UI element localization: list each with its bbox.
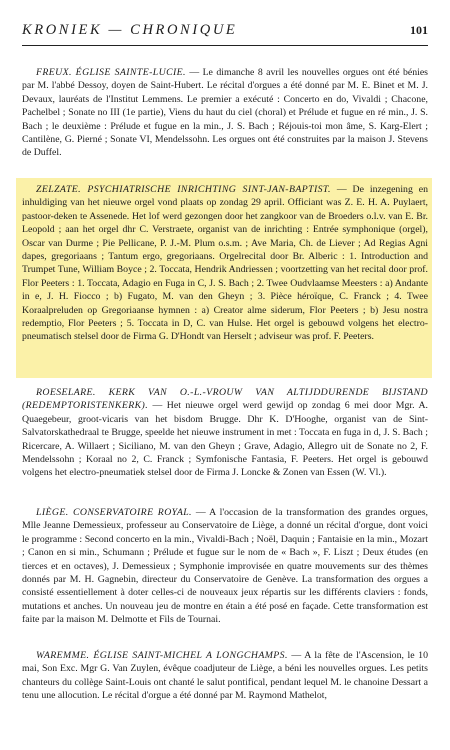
header-rule	[22, 45, 428, 46]
header-title: KRONIEK — CHRONIQUE	[22, 22, 238, 38]
article-body: — Het nieuwe orgel werd gewijd op zondag 6 mei door Mgr. A. Quaegebeur, groot-vicaris van het bisdom Brugge. Dhr K. D'Hooghe, organist van de Sint-Salvatorskathedraal te Brugge, speelde het nieuwe instrument in met : Toccata en fuga in d, J. S. Bach ; Ricercare, A. Willaert ; Siciliano, M. van den Gheyn ; Grave, Adagio, Allegro uit de Sonate no 2, F. Mendelssohn ; Koraal no 2, C. Franck ; Symfonische Fantasia, F. Peeters. Het orgel is gebouwd volgens het electro-pneumatiek stelsel door de Firma J. Loncke & Zonen van Essen (W. Vl.).	[22, 400, 428, 479]
article-roeselare	[22, 386, 428, 480]
article-body: — De inzegening en inhuldiging van het nieuwe orgel vond plaats op zondag 29 april. Officiant was Z. E. H. A. Puylaert, pastoor-deken te Assenede. Het lof werd gezongen door het zangkoor van de Broeders o.l.v. van E. Br. Leopold ; aan het orgel dhr C. Verstraete, organist van de inrichting : Entrée symphonique (orgel), Oscar van Durme ; Pie Pellicane, P. J.-M. Plum o.s.m. ; Ave Maria, Ch. de Liever ; Ad Regias Agni dapes, gregoriaans ; Tantum ergo, gregoriaans. Orgelrecital door Br. Alberic : 1. Introduction and Trumpet Tune, William Boyce ; 2. Toccata, Hendrik Andriessen ; voortzetting van het recital door prof. Flor Peeters : 1. Toccata, Adagio en Fuga in C, J. S. Bach ; 2. Twee Oudvlaamse Meesters : a) Andante in e, J. H. Fiocco ; b) Fugato, M. van den Gheyn ; 3. Pièce héroïque, C. Franck ; 4. Twee Koraalpreluden op Gregoriaanse hymnen : a) Creator alme siderum, Flor Peeters ; b) Jesu nostra redemptio, Flor Peeters ; 5. Toccata in D, C. van Hulse. Het orgel is gebouwd volgens het electro-pneumatisch stelsel door de Firma G. D'Hondt van Herselt ; adviseur was prof. F. Peeters.	[22, 184, 429, 343]
article-liege	[22, 506, 428, 627]
article-body: — A l'occasion de la transformation des grandes orgues, Mlle Jeanne Demessieux, professeur au Conservatoire de Liège, a donné un récital d'orgue, dont voici le programme : Second concerto en la min., Vivaldi-Bach ; Noël, Daquin ; Fantaisie en la min., Mozart ; Canon en si min., Schumann ; Prélude et fugue sur le nom de « Bach », F. Liszt ; Deux études (en tierces et en octaves), J. Demessieux ; Symphonie improvisée en quatre mouvements sur des thèmes donnés par M. H. Gagnebin, directeur du Conservatoire de Genève. La transformation des orgues a consisté essentiellement à doter celles-ci de nouveaux jeux répartis sur les différents claviers : fonds, mutations et anches. Un nouveau jeu de montre en étain a été posé en façade. Cette transformation est faite par la maison M. Delmotte et Fils de Tournai.	[22, 507, 429, 626]
article-freux	[22, 66, 428, 160]
article-heading: FREUX. ÉGLISE SAINTE-LUCIE.	[36, 67, 186, 78]
article-heading: ROESELARE. KERK VAN O.-L.-VROUW VAN ALTIJDDURENDE BIJSTAND (REDEMPTORISTENKERK).	[22, 387, 428, 412]
article-zelzate	[22, 183, 428, 344]
running-header	[22, 22, 428, 44]
article-heading: ZELZATE. PSYCHIATRISCHE INRICHTING SINT-JAN-BAPTIST.	[36, 184, 331, 195]
article-heading: LIÈGE. CONSERVATOIRE ROYAL.	[36, 507, 192, 518]
article-heading: WAREMME. ÉGLISE SAINT-MICHEL A LONGCHAMPS.	[36, 650, 288, 661]
article-body: — Le dimanche 8 avril les nouvelles orgues ont été bénies par M. l'abbé Dessoy, doyen de Saint-Hubert. Le récital d'orgues a été donné par M. E. Binet et M. J. Devaux, lauréats de l'Institut Lemmens. Le premier a exécuté : Concerto en do, Vivaldi ; Chacone, Pachelbel ; Sonate no III (1e partie), Viens du haut du ciel (choral) et Prélude et fugue en ré min., J. S. Bach ; le deuxième : Prélude et fugue en la min., J. S. Bach ; Réjouis-toi mon âme, S. Karg-Elert ; Cantilène, G. Pierné ; Sonate VI, Mendelssohn. Les orgues ont été construites par la maison J. Stevens de Duffel.	[22, 67, 428, 159]
article-body: — A la fête de l'Ascension, le 10 mai, Son Exc. Mgr G. Van Zuylen, évêque coadjuteur de Liège, a béni les nouvelles orgues. Les petits chanteurs du collège Saint-Louis ont chanté le salut pontifical, pendant lequel M. le chanoine Dessart a tenu une allocution. Le récital d'orgue a été donné par M. Raymond Mathelot,	[22, 650, 428, 702]
page-number: 101	[410, 23, 428, 37]
article-waremme	[22, 649, 428, 703]
